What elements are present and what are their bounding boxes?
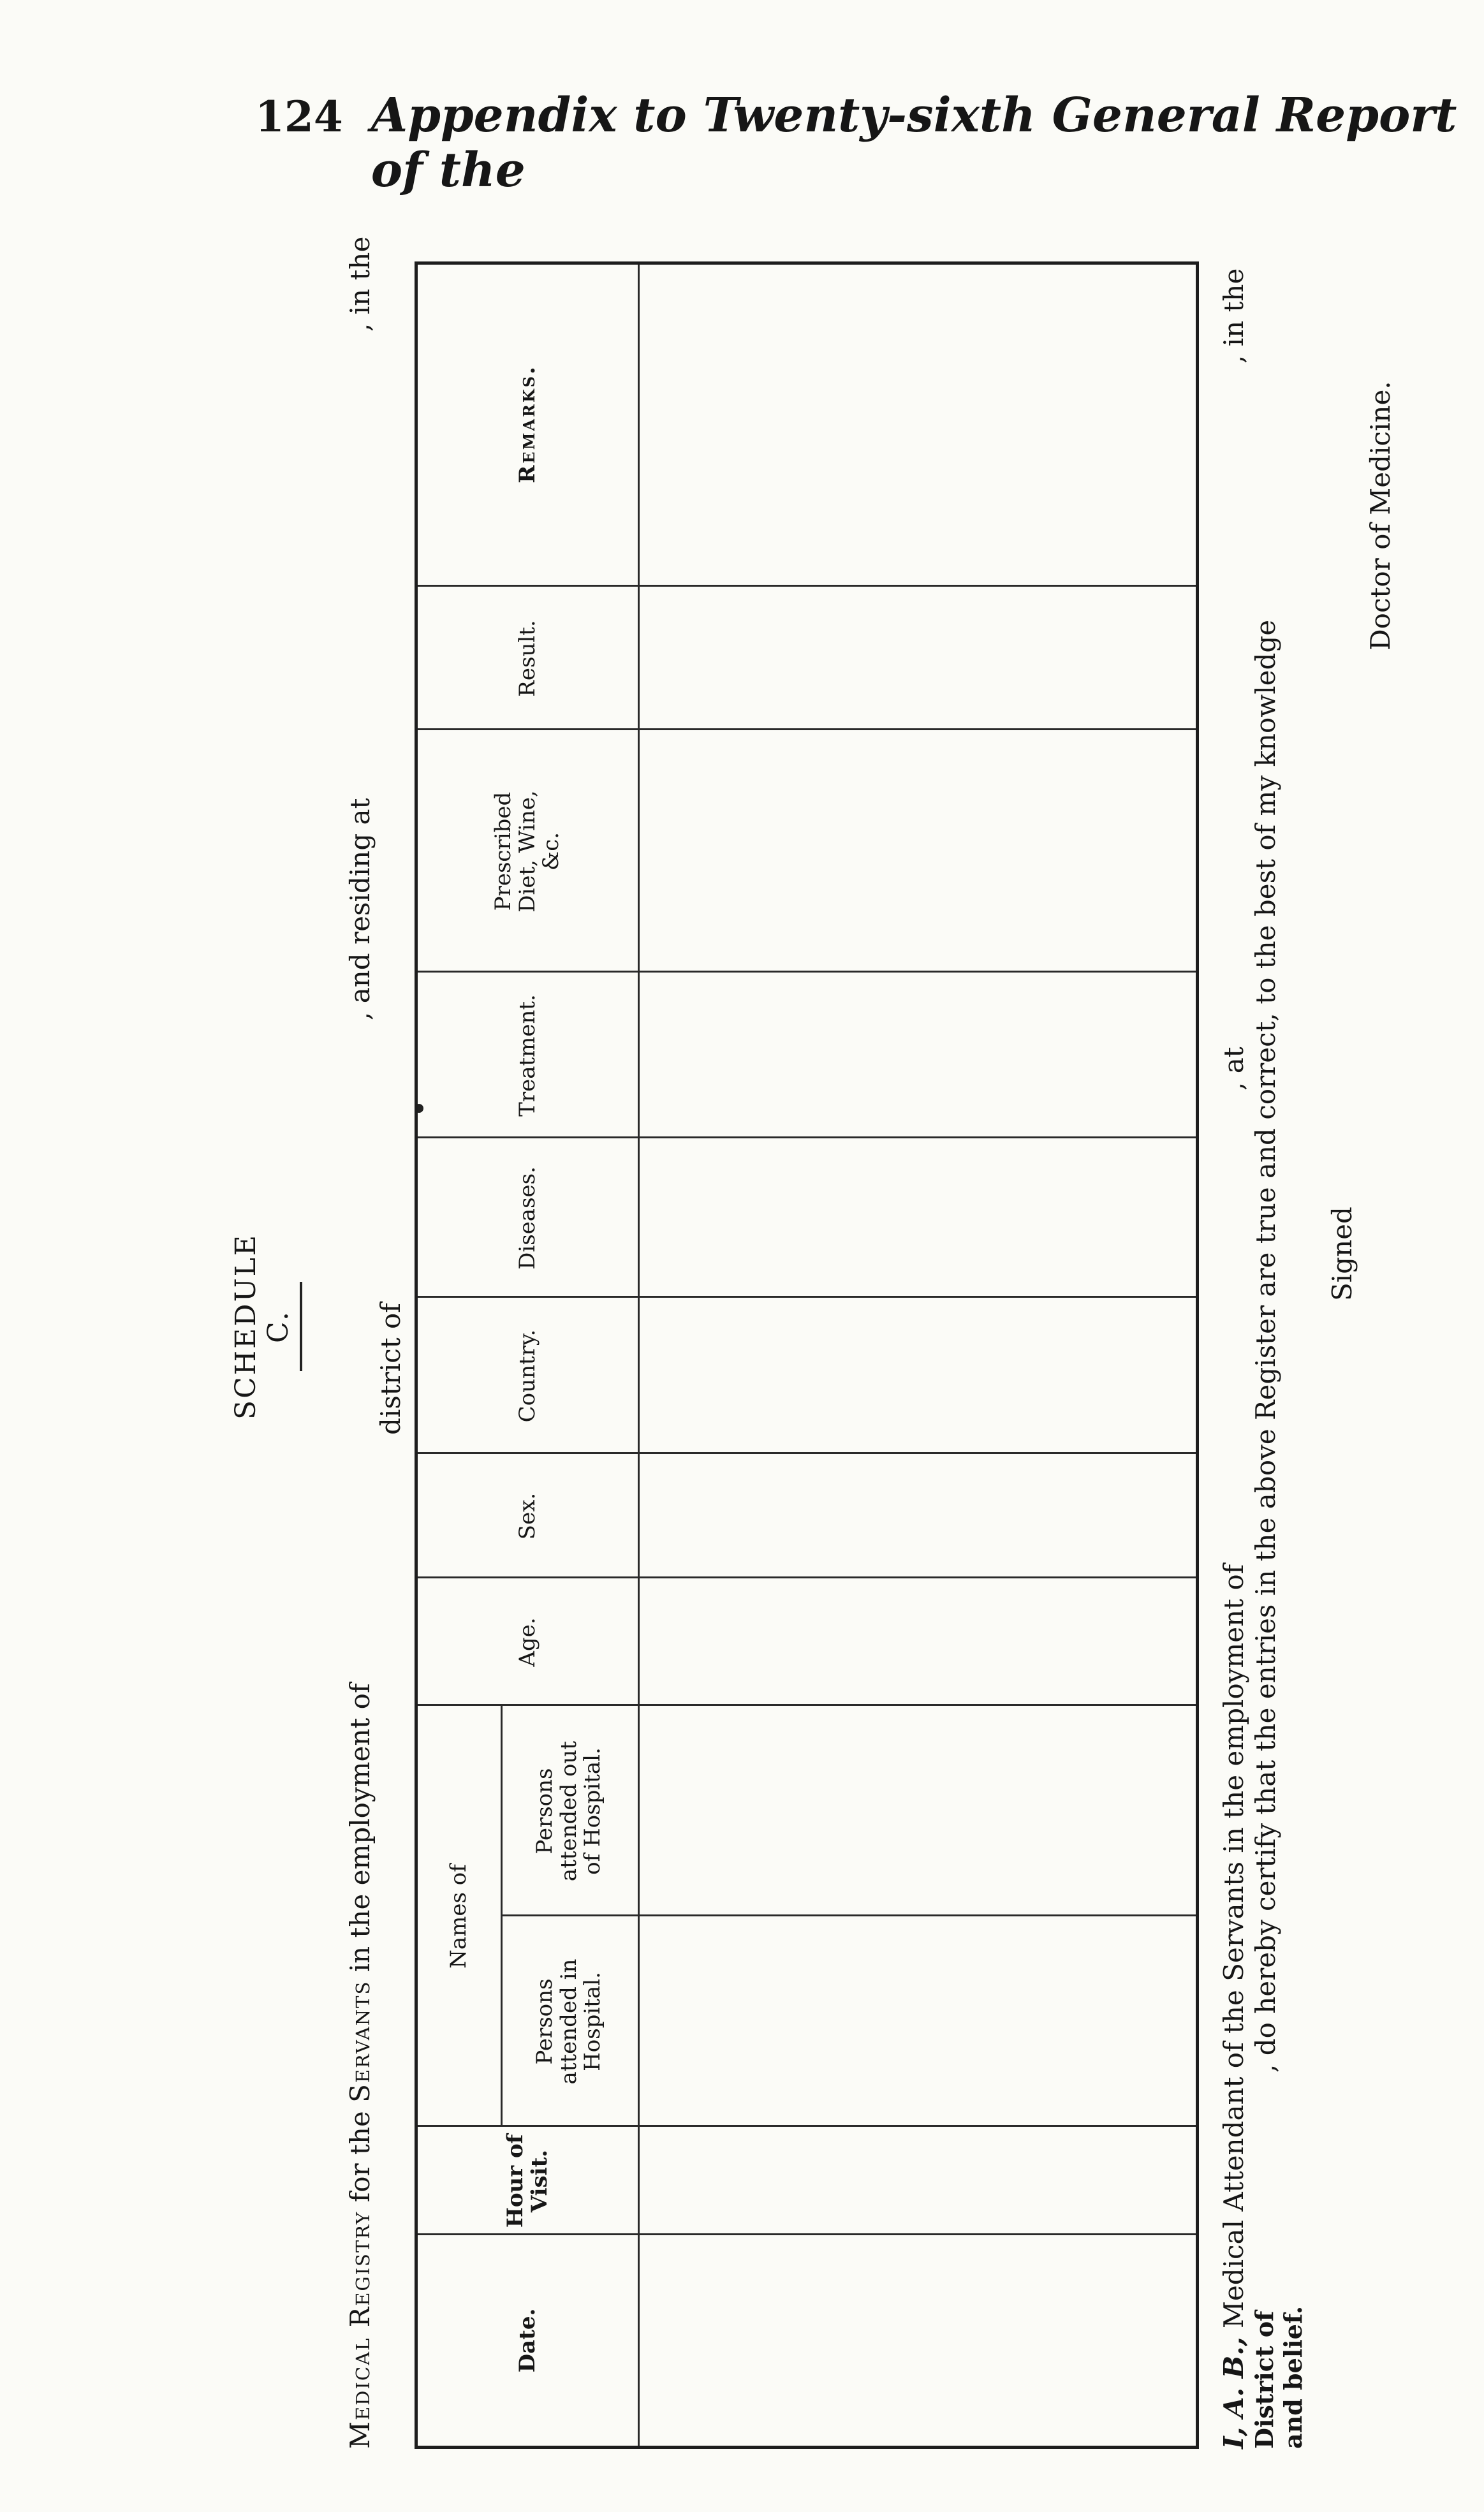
registry-heading [344, 1684, 376, 2450]
certificate-and-belief: and belief. [1279, 2305, 1307, 2449]
column-header-result: Result. [514, 620, 540, 697]
heading-servants: Servants [344, 1980, 376, 2103]
column-header-sex: Sex. [514, 1492, 540, 1540]
column-header-out-of-hospital: Persons attended out of Hospital. [532, 1740, 606, 1882]
heading-in-the: , in the [344, 236, 376, 332]
column-header-names-of: Names of [446, 1864, 472, 1969]
column-header-date: Date. [514, 2308, 540, 2373]
heading-district: district of [375, 1303, 406, 1435]
column-header-country: Country. [514, 1329, 540, 1423]
certificate-at: , at [1218, 1047, 1249, 1091]
certificate-in-the: , in the [1218, 268, 1249, 364]
signed-label: Signed [1326, 1207, 1358, 1301]
column-header-treatment: Treatment. [514, 994, 540, 1117]
column-header-prescribed: Prescribed Diet, Wine, &c. [490, 790, 564, 913]
certificate-text: Medical Attendant of the Servants in the employment of [1218, 1564, 1249, 2329]
column-header-age: Age. [514, 1617, 540, 1667]
certificate-line1 [1218, 1564, 1249, 2449]
page-number: 124 [255, 92, 343, 142]
title-rule [300, 1282, 302, 1371]
schedule-title: SCHEDULE C. [230, 1233, 295, 1420]
heading-for-the: for the [344, 2111, 376, 2203]
register-table [415, 261, 1199, 2449]
certificate-district-of: District of [1250, 2310, 1279, 2449]
column-header-in-hospital: Persons attended in Hospital. [532, 1958, 606, 2085]
column-header-remarks: Remarks. [514, 365, 540, 483]
heading-residing: , and residing at [344, 798, 376, 1020]
certificate-line2: , do hereby certify that the entries in the above Register are true and correct, to the best of my knowledge [1250, 619, 1281, 2073]
certificate-name: I, A. B., [1218, 2337, 1249, 2449]
rotated-schedule [191, 217, 1422, 2487]
page-header [255, 88, 1484, 198]
doctor-label: Doctor of Medicine. [1365, 381, 1396, 650]
header-rule [638, 265, 640, 2446]
running-head: Appendix to Twenty-sixth General Report of the [371, 88, 1457, 198]
heading-medical-registry: Medical Registry [344, 2210, 376, 2449]
column-header-hour: Hour of Visit. [503, 2134, 552, 2228]
heading-employment: in the employment of [344, 1683, 376, 1972]
column-header-diseases: Diseases. [514, 1166, 540, 1270]
